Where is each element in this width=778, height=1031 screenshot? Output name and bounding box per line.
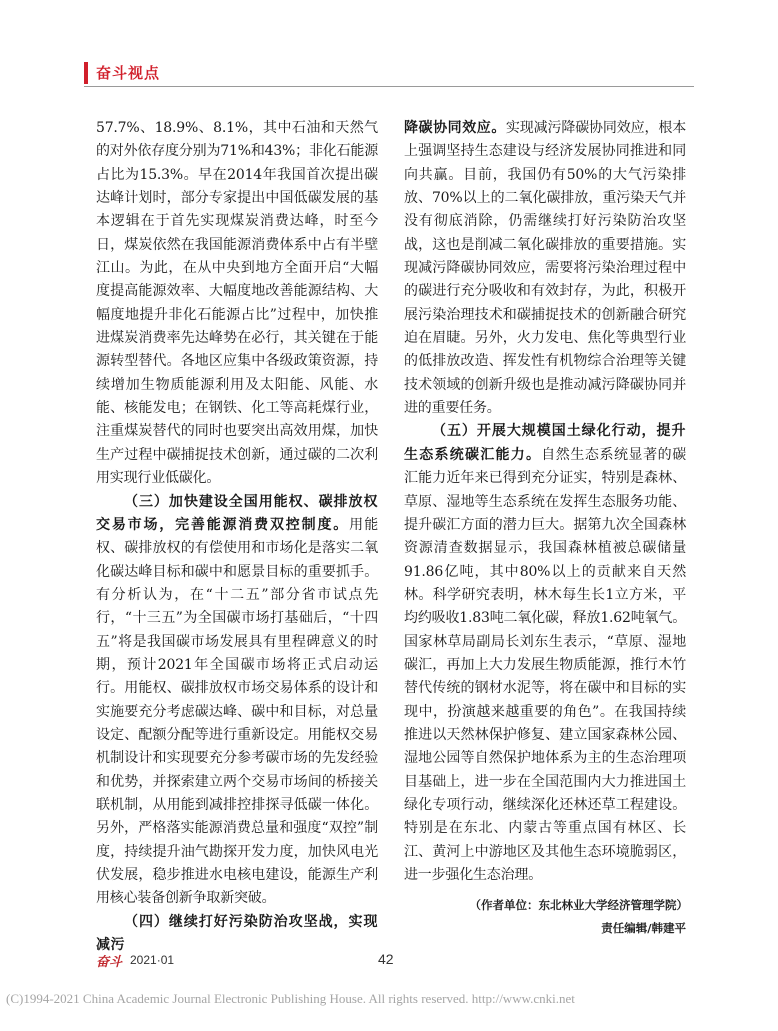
author-affiliation: （作者单位：东北林业大学经济管理学院）: [469, 898, 688, 912]
left-column: [96, 117, 378, 957]
left-paragraph-1: 57.7%、18.9%、8.1%，其中石油和天然气的对外依存度分别为71%和43%；非化石能源占比为15.3%。早在2014年我国首次提出碳达峰计划时，部分专家提出中国低碳发展的基本逻辑在于首先实现煤炭消费达峰，时至今日，煤炭依然在我国能源消费体系中占有半壁江山。为此，在从中央到地方全面开启“大幅度提高能源效率、大幅度地改善能源结构、大幅度地提升非化石能源占比”过程中，加快推进煤炭消费率先达峰势在必行，其关键在于能源转型替代。各地区应集中各级政策资源，持续增加生物质能源利用及太阳能、风能、水能、核能发电；在钢铁、化工等高耗煤行业，注重煤炭替代的同时也要突出高效用煤，加快生产过程中碳捕捉技术创新，通过碳的二次利用实现行业低碳化。: [96, 120, 378, 487]
right-paragraph-2: [404, 420, 686, 887]
subheading-4-cont: 降碳协同效应。: [404, 120, 506, 136]
left-paragraph-2-body: 用能权、碳排放权的有偿使用和市场化是落实二氧化碳达峰目标和碳中和愿景目标的重要抓手。有分析认为，在“十二五”部分省市试点先行，“十三五”为全国碳市场打基础后，“十四五”将是我国碳市场发展具有里程碑意义的时期，预计2021年全国碳市场将正式启动运行。用能权、碳排放权市场交易体系的设计和实施要充分考虑碳达峰、碳中和目标，对总量设定、配额分配等进行重新设定。用能权交易机制设计和实现要充分参考碳市场的先发经验和优势，并探索建立两个交易市场间的桥接关联机制，从用能到减排控排探寻低碳一体化。另外，严格落实能源消费总量和强度“双控”制度，持续提升油气勘探开发力度，加快风电光伏发展，稳步推进水电核电建设，能源生产利用核心装备创新争取新突破。: [96, 516, 378, 907]
right-paragraph-1-body: 实现减污降碳协同效应，根本上强调坚持生态建设与经济发展协同推进和同向共赢。目前，我国仍有50%的大气污染排放、70%以上的二氧化碳排放，重污染天气并没有彻底消除，仍需继续打好污染防治攻坚战，这也是削减二氧化碳排放的重要措施。实现减污降碳协同效应，需要将污染治理过程中的碳进行充分吸收和有效封存，为此，积极开展污染治理技术和碳捕捉技术的创新融合研究迫在眉睫。另外，火力发电、焦化等典型行业的低排放改造、挥发性有机物综合治理等关键技术领域的创新升级也是推动减污降碳协同并进的重要任务。: [404, 120, 686, 417]
header-rule: [84, 86, 694, 87]
left-paragraph-2: [96, 491, 378, 911]
left-paragraph-3: [96, 911, 378, 958]
responsible-editor: 责任编辑/韩建平: [601, 921, 686, 935]
section-header: 奋斗视点: [84, 62, 160, 84]
page-number: 42: [378, 951, 394, 967]
copyright-notice: (C)1994-2021 China Academic Journal Electronic Publishing House. All rights reserved. http://www.cnki.net: [6, 991, 575, 1006]
right-paragraph-2-body: 自然生态系统显著的碳汇能力近年来已得到充分证实，特别是森林、草原、湿地等生态系统在发挥生态服务功能、提升碳汇方面的潜力巨大。据第九次全国森林资源清查数据显示，我国森林植被总碳储量91.86亿吨，其中80%以上的贡献来自天然林。科学研究表明，林木每生长1立方米，平均约吸收1.83吨二氧化碳，释放1.62吨氧气。国家林草局副局长刘东生表示，“草原、湿地碳汇，再加上大力发展生物质能源，推行木竹替代传统的钢材水泥等，将在碳中和目标的实现中，扮演越来越重要的角色”。在我国持续推进以天然林保护修复、建立国家森林公园、湿地公园等自然保护地体系为主的生态治理项目基础上，进一步在全国范围内大力推进国土绿化专项行动，继续深化还林还草工程建设。特别是在东北、内蒙古等重点国有林区、长江、黄河上中游地区及其他生态环境脆弱区，进一步强化生态治理。: [404, 446, 686, 883]
footer-issue: 2021·01: [130, 953, 175, 967]
subheading-3: （三）加快建设全国用能权、碳排放权交易市场，完善能源消费双控制度。: [96, 493, 378, 533]
right-column: [404, 117, 686, 887]
subheading-5: （五）开展大规模国土绿化行动，提升生态系统碳汇能力。: [404, 423, 686, 463]
footer-logo: 奋斗: [96, 955, 123, 970]
right-paragraph-1: [404, 117, 686, 420]
subheading-4: （四）继续打好污染防治攻坚战，实现减污: [96, 913, 378, 954]
